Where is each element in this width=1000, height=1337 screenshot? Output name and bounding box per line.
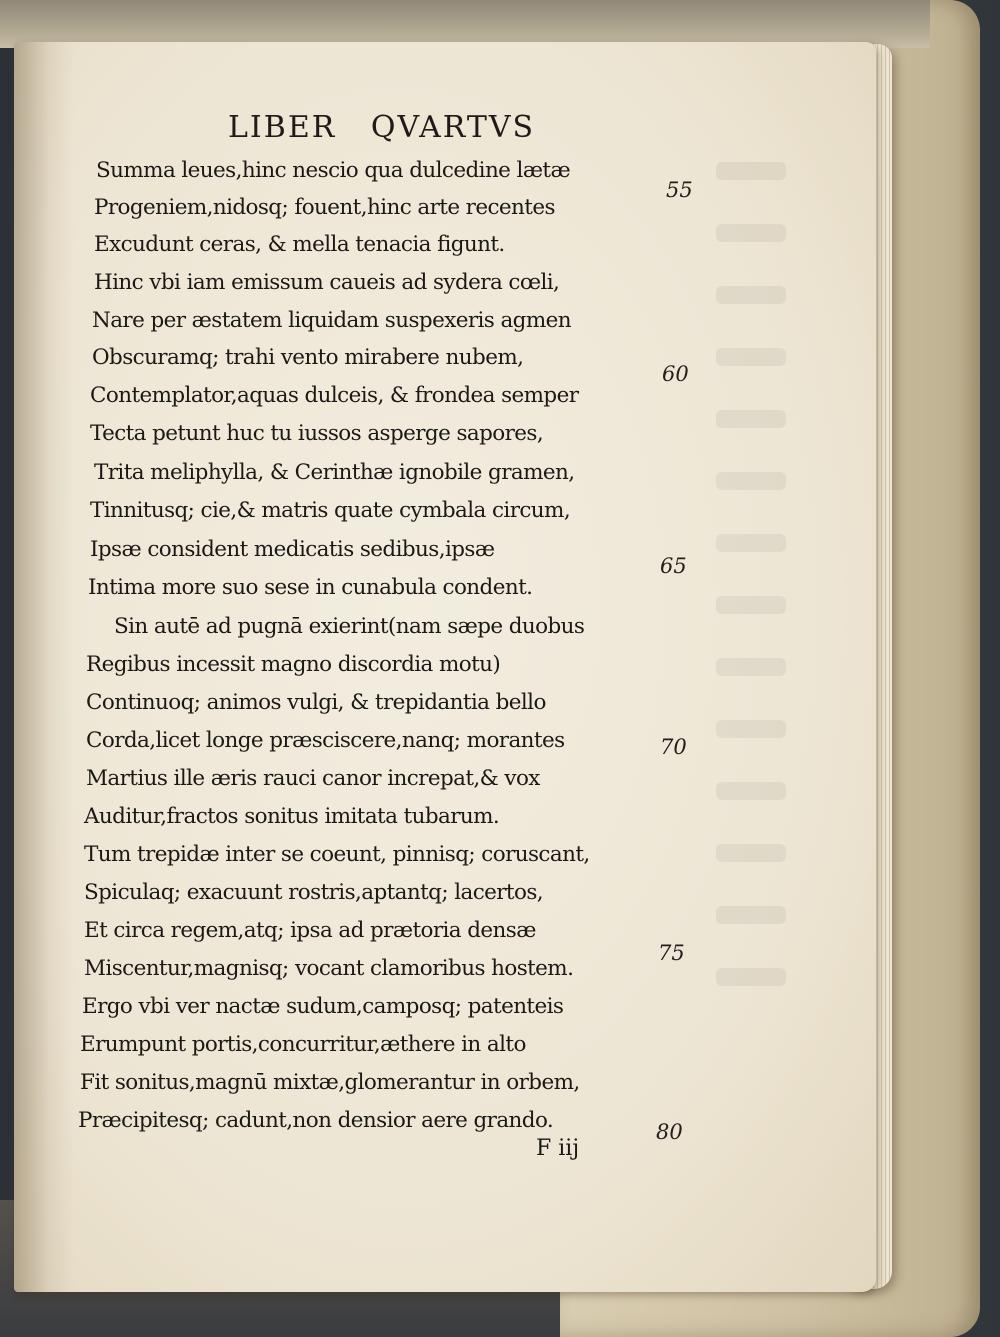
verse-line: Regibus incessit magno discordia motu)	[86, 652, 501, 677]
verse-line: Præcipitesq; cadunt,non densior aere grando.	[78, 1108, 554, 1133]
line-number: 75	[658, 941, 685, 965]
verse-line: Continuoq; animos vulgi, & trepidantia bello	[86, 690, 546, 715]
verse-line: Ipsæ consident medicatis sedibus,ipsæ	[90, 537, 495, 562]
book-top-edge	[0, 0, 930, 48]
verse-line: Fit sonitus,magnū mixtæ,glomerantur in orbem,	[80, 1070, 580, 1095]
verse-line: Trita meliphylla, & Cerinthæ ignobile gramen,	[94, 460, 575, 485]
running-head: LIBER QVARTVS	[228, 110, 536, 145]
line-number: 60	[662, 362, 689, 386]
line-number: 70	[660, 735, 687, 759]
signature-mark: F iij	[536, 1136, 580, 1161]
book-page	[14, 42, 876, 1292]
verse-line: Intima more suo sese in cunabula condent.	[88, 575, 533, 600]
verse-line: Excudunt ceras, & mella tenacia figunt.	[94, 232, 505, 257]
verse-line: Erumpunt portis,concurritur,æthere in alto	[80, 1032, 526, 1057]
verse-line: Progeniem,nidosq; fouent,hinc arte recentes	[94, 195, 555, 220]
verse-line: Obscuramq; trahi vento mirabere nubem,	[92, 345, 524, 370]
line-number: 65	[660, 554, 687, 578]
verse-line: Tecta petunt huc tu iussos asperge sapores,	[90, 421, 544, 446]
verse-line: Spiculaq; exacuunt rostris,aptantq; lacertos,	[84, 880, 543, 905]
verse-line: Nare per æstatem liquidam suspexeris agmen	[92, 308, 572, 333]
verse-line: Auditur,fractos sonitus imitata tubarum.	[84, 804, 500, 829]
verse-line: Contemplator,aquas dulceis, & frondea semper	[90, 383, 579, 408]
verse-line: Miscentur,magnisq; vocant clamoribus hostem.	[84, 956, 574, 981]
verse-line: Hinc vbi iam emissum caueis ad sydera cœli,	[94, 270, 560, 295]
line-number: 80	[656, 1120, 683, 1144]
verse-line: Corda,licet longe præsciscere,nanq; morantes	[86, 728, 565, 753]
verse-line: Tinnitusq; cie,& matris quate cymbala circum,	[90, 498, 571, 523]
verse-line: Tum trepidæ inter se coeunt, pinnisq; coruscant,	[84, 842, 590, 867]
verse-line: Summa leues,hinc nescio qua dulcedine lætæ	[96, 158, 571, 183]
verse-line: Sin autē ad pugnā exierint(nam sæpe duobus	[114, 614, 585, 639]
page-gutter	[14, 42, 74, 1292]
verse-line: Et circa regem,atq; ipsa ad prætoria densæ	[84, 918, 536, 943]
line-number: 55	[666, 178, 693, 202]
verse-line: Martius ille æris rauci canor increpat,& vox	[86, 766, 540, 791]
verse-line: Ergo vbi ver nactæ sudum,camposq; patenteis	[82, 994, 564, 1019]
